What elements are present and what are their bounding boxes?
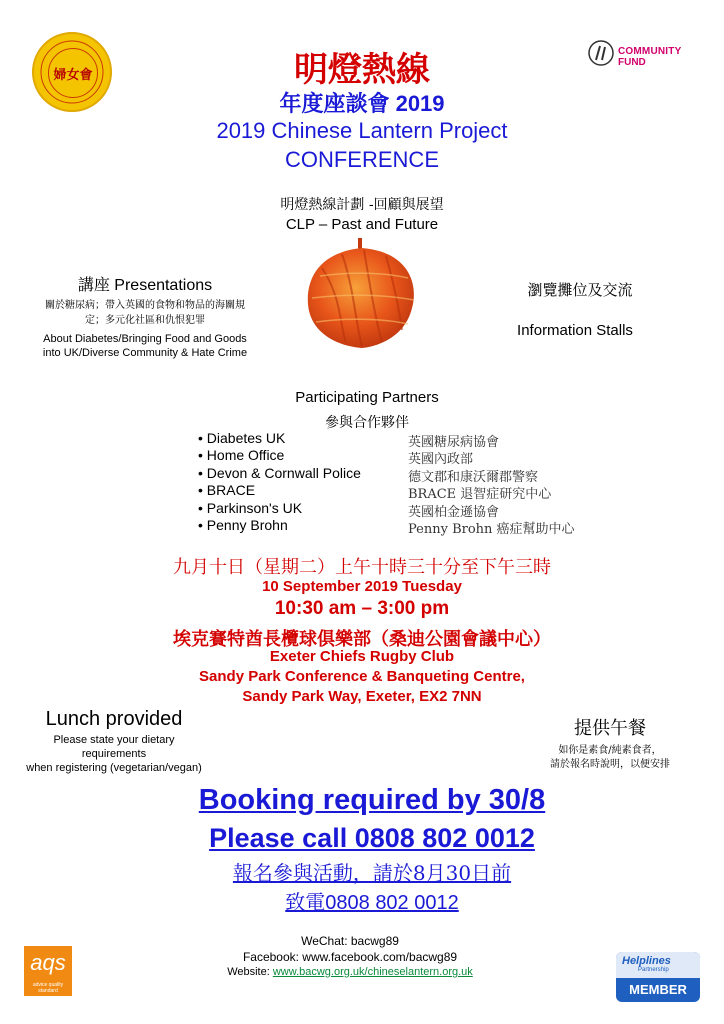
partners-list bbox=[198, 430, 598, 537]
helplines-text: Helplines bbox=[622, 955, 671, 967]
aqs-logo-subtext: advice quality standard bbox=[32, 982, 64, 994]
aqs-logo-text: aqs bbox=[30, 950, 66, 975]
partner-item bbox=[198, 430, 598, 450]
presentations-title: 講座 Presentations bbox=[77, 277, 213, 294]
venue-name: Exeter Chiefs Rugby Club bbox=[269, 648, 455, 665]
partner-name-zh: 德文郡和康沃爾郡警察 bbox=[408, 469, 539, 485]
lunch-title-zh: 提供午餐 bbox=[574, 718, 646, 739]
booking-deadline: Booking required by 30/8 bbox=[198, 784, 546, 816]
partner-item bbox=[198, 464, 598, 485]
venue-centre: Sandy Park Conference & Banqueting Centre, bbox=[199, 668, 525, 685]
partner-name-zh: 英國內政部 bbox=[408, 452, 474, 468]
conference-heading: CONFERENCE bbox=[284, 147, 439, 172]
title-zh: 明燈熱線 bbox=[294, 50, 430, 90]
stalls-zh: 瀏覽攤位及交流 bbox=[527, 281, 633, 299]
lunch-note-en-2: requirements bbox=[81, 748, 147, 760]
venue-zh: 埃克賽特酋長欖球俱樂部（桑迪公園會議中心） bbox=[173, 629, 551, 649]
partner-name-en: • Penny Brohn bbox=[198, 516, 288, 533]
event-time: 10:30 am – 3:00 pm bbox=[274, 598, 450, 619]
event-date-en: 10 September 2019 Tuesday bbox=[262, 578, 462, 595]
helplines-member-logo bbox=[616, 952, 700, 1002]
partners-title: Participating Partners bbox=[295, 389, 439, 406]
partner-name-en: • Home Office bbox=[198, 447, 285, 464]
community-fund-text-1: COMMUNITY bbox=[618, 46, 682, 57]
presentations-desc-en: About Diabetes/Bringing Food and Goods into UK/Diverse Community & Hate Crime bbox=[42, 333, 248, 359]
website-link[interactable]: www.bacwg.org.uk/chineselantern.org.uk bbox=[272, 966, 473, 978]
logo-inner-text: 婦女會 bbox=[48, 48, 98, 98]
presentations-block bbox=[40, 272, 250, 360]
helplines-subtext: Partnership bbox=[638, 967, 669, 973]
partner-item bbox=[198, 482, 598, 503]
venue-address: Sandy Park Way, Exeter, EX2 7NN bbox=[242, 688, 482, 705]
aqs-logo bbox=[24, 946, 72, 996]
partner-name-zh: BRACE 退智症研究中心 bbox=[408, 487, 552, 503]
event-date-zh: 九月十日（星期二）上午十時三十分至下午三時 bbox=[173, 557, 551, 578]
presentations-desc-zh: 關於糖尿病；帶入英國的食物和物品的海關規定；多元化社區和仇恨犯罪 bbox=[45, 300, 245, 326]
subtitle-zh: 年度座談會 2019 bbox=[279, 91, 445, 116]
booking-deadline-zh: 報名參與活動，請於8月30日前 bbox=[232, 861, 512, 885]
project-title: 2019 Chinese Lantern Project bbox=[216, 118, 508, 143]
website-label: Website: bbox=[227, 966, 273, 978]
partner-item bbox=[198, 447, 598, 468]
lunch-block-en bbox=[14, 708, 214, 775]
partner-name-zh: 英國糖尿病協會 bbox=[408, 435, 500, 450]
website-contact bbox=[0, 966, 700, 978]
lunch-note-en-1: Please state your dietary bbox=[53, 734, 175, 746]
wechat-contact: WeChat: bacwg89 bbox=[301, 934, 399, 948]
partner-name-zh: 英國柏金遜協會 bbox=[408, 504, 500, 520]
partner-item bbox=[198, 516, 598, 537]
partner-name-en: • Devon & Cornwall Police bbox=[198, 464, 361, 481]
partners-title-zh: 參與合作夥伴 bbox=[325, 415, 409, 431]
theme-en: CLP – Past and Future bbox=[285, 216, 439, 233]
lantern-icon bbox=[302, 238, 422, 354]
member-text: MEMBER bbox=[629, 982, 687, 997]
partner-name-zh: Penny Brohn 癌症幫助中心 bbox=[408, 521, 575, 537]
community-fund-text-2: FUND bbox=[618, 57, 646, 68]
booking-phone-zh[interactable]: 致電0808 802 0012 bbox=[285, 892, 459, 914]
lunch-block-zh bbox=[530, 714, 690, 772]
lunch-note-zh-2: 請於報名時說明，以便安排 bbox=[550, 759, 670, 770]
lunch-note-en-3: when registering (vegetarian/vegan) bbox=[26, 762, 202, 774]
booking-phone[interactable]: Please call 0808 802 0012 bbox=[209, 823, 535, 853]
partner-item bbox=[198, 499, 598, 520]
partner-name-en: • Diabetes UK bbox=[198, 430, 286, 446]
lunch-title-en: Lunch provided bbox=[45, 708, 183, 730]
lunch-note-zh-1: 如你是素食/純素食者， bbox=[558, 745, 662, 756]
stalls-en: Information Stalls bbox=[517, 322, 633, 339]
theme-zh: 明燈熱線計劃 -回顧與展望 bbox=[280, 197, 444, 213]
partner-name-en: • Parkinson's UK bbox=[198, 499, 303, 516]
facebook-contact: Facebook: www.facebook.com/bacwg89 bbox=[242, 950, 458, 964]
partner-name-en: • BRACE bbox=[198, 482, 256, 499]
